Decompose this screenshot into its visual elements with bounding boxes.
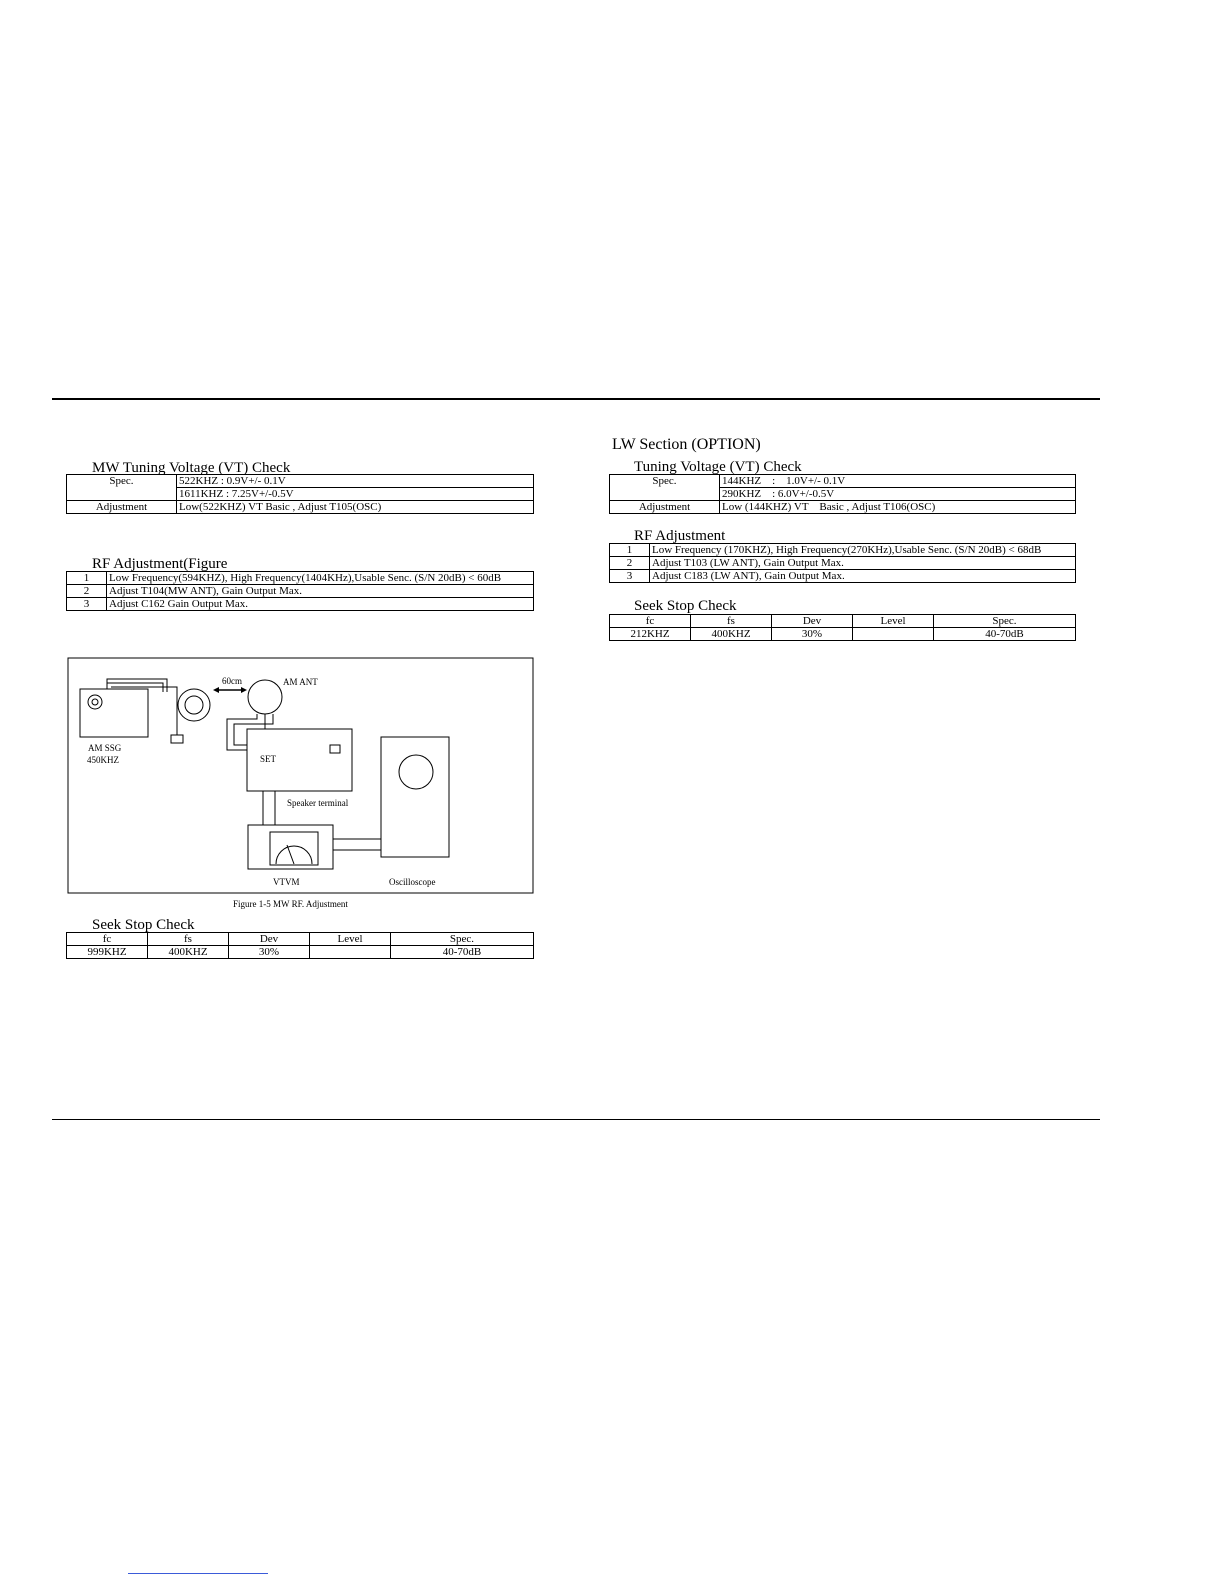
mw-seek-title: Seek Stop Check — [92, 917, 195, 933]
distance-label: 60cm — [222, 676, 242, 686]
oscilloscope-label: Oscilloscope — [389, 877, 436, 887]
lw-seek-header-fs: fs — [691, 615, 772, 628]
lw-seek-fc: 212KHZ — [610, 628, 691, 641]
am-antenna — [248, 680, 282, 714]
table-row — [67, 572, 534, 585]
lw-rf-step-2-number: 2 — [610, 557, 650, 570]
lw-spec-label: Spec. — [610, 475, 720, 501]
lw-rf-table — [609, 543, 1076, 583]
lw-seek-header-level: Level — [853, 615, 934, 628]
mw-seek-fc: 999KHZ — [67, 946, 148, 959]
lw-seek-title: Seek Stop Check — [634, 598, 737, 614]
mw-rf-title: RF Adjustment(Figure — [92, 556, 228, 572]
mw-seek-header-spec: Spec. — [391, 933, 534, 946]
lw-adjust-value: Low (144KHZ) VT Basic , Adjust T106(OSC) — [720, 501, 1076, 514]
lw-tuning-table — [609, 474, 1076, 514]
vtvm-label: VTVM — [273, 877, 300, 887]
mw-rf-step-1-text: Low Frequency(594KHZ), High Frequency(1404KHz),Usable Senc. (S/N 20dB) < 60dB — [107, 572, 534, 585]
mw-rf-table — [66, 571, 534, 611]
lw-section-title: LW Section (OPTION) — [612, 436, 761, 453]
lw-seek-dev: 30% — [772, 628, 853, 641]
am-ant-label: AM ANT — [283, 677, 318, 687]
mw-spec-label: Spec. — [67, 475, 177, 501]
mw-seek-header-fc: fc — [67, 933, 148, 946]
mw-rf-step-2-text: Adjust T104(MW ANT), Gain Output Max. — [107, 585, 534, 598]
lw-tuning-title: Tuning Voltage (VT) Check — [634, 459, 802, 475]
mw-spec-line-2: 1611KHZ : 7.25V+/-0.5V — [177, 488, 534, 501]
speaker-terminal-label: Speaker terminal — [287, 798, 349, 808]
figure-caption: Figure 1-5 MW RF. Adjustment — [233, 899, 348, 909]
am-ssg-freq-label: 450KHZ — [87, 755, 119, 765]
footer-link-underline — [128, 1573, 268, 1574]
lw-rf-title: RF Adjustment — [634, 528, 726, 544]
lw-seek-level — [853, 628, 934, 641]
table-row — [67, 598, 534, 611]
mw-seek-spec: 40-70dB — [391, 946, 534, 959]
mw-seek-table — [66, 932, 534, 959]
footer-rule — [52, 1119, 1100, 1120]
lw-seek-table — [609, 614, 1076, 641]
mw-rf-step-1-number: 1 — [67, 572, 107, 585]
mw-seek-header-level: Level — [310, 933, 391, 946]
top-rule — [52, 398, 1100, 400]
lw-seek-fs: 400KHZ — [691, 628, 772, 641]
table-row — [67, 946, 534, 959]
mw-adjust-label: Adjustment — [67, 501, 177, 514]
lw-rf-step-3-text: Adjust C183 (LW ANT), Gain Output Max. — [650, 570, 1076, 583]
mw-seek-level — [310, 946, 391, 959]
lw-seek-spec: 40-70dB — [934, 628, 1076, 641]
set-label: SET — [260, 754, 277, 764]
mw-seek-dev: 30% — [229, 946, 310, 959]
lw-adjust-label: Adjustment — [610, 501, 720, 514]
table-row — [67, 585, 534, 598]
mw-tuning-title: MW Tuning Voltage (VT) Check — [92, 460, 291, 476]
am-ssg-box — [80, 689, 148, 737]
table-row — [610, 544, 1076, 557]
loop-antenna — [178, 689, 210, 721]
mw-rf-step-3-text: Adjust C162 Gain Output Max. — [107, 598, 534, 611]
table-row — [610, 628, 1076, 641]
lw-rf-step-2-text: Adjust T103 (LW ANT), Gain Output Max. — [650, 557, 1076, 570]
mw-spec-line-1: 522KHZ : 0.9V+/- 0.1V — [177, 475, 534, 488]
mw-seek-fs: 400KHZ — [148, 946, 229, 959]
lw-spec-line-2: 290KHZ : 6.0V+/-0.5V — [720, 488, 1076, 501]
lw-seek-header-fc: fc — [610, 615, 691, 628]
lw-rf-step-3-number: 3 — [610, 570, 650, 583]
mw-rf-step-3-number: 3 — [67, 598, 107, 611]
table-row — [610, 557, 1076, 570]
lw-spec-line-1: 144KHZ : 1.0V+/- 0.1V — [720, 475, 1076, 488]
am-ssg-label: AM SSG — [88, 743, 122, 753]
mw-tuning-table — [66, 474, 534, 514]
lw-seek-header-dev: Dev — [772, 615, 853, 628]
lw-rf-step-1-number: 1 — [610, 544, 650, 557]
table-row — [610, 570, 1076, 583]
mw-rf-adjustment-diagram — [67, 657, 535, 895]
mw-rf-step-2-number: 2 — [67, 585, 107, 598]
oscilloscope-screen — [399, 755, 433, 789]
lw-rf-step-1-text: Low Frequency (170KHZ), High Frequency(270KHz),Usable Senc. (S/N 20dB) < 68dB — [650, 544, 1076, 557]
mw-seek-header-fs: fs — [148, 933, 229, 946]
mw-seek-header-dev: Dev — [229, 933, 310, 946]
am-ssg-knob — [88, 695, 102, 709]
mw-adjust-value: Low(522KHZ) VT Basic , Adjust T105(OSC) — [177, 501, 534, 514]
lw-seek-header-spec: Spec. — [934, 615, 1076, 628]
